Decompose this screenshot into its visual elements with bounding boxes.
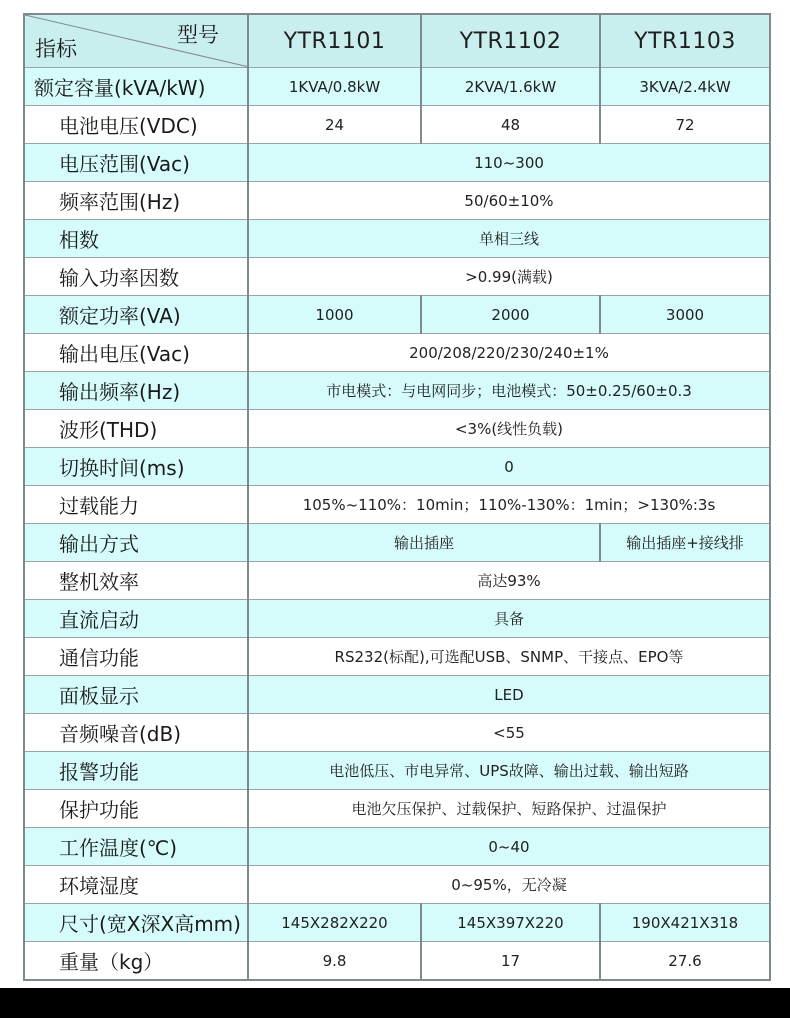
spec-value: 145X282X220	[248, 904, 421, 942]
spec-value: LED	[248, 676, 770, 714]
spec-label: 尺寸(宽X深X高mm)	[59, 912, 241, 936]
spec-value: 27.6	[600, 942, 770, 981]
spec-row	[24, 714, 770, 752]
index-label: 指标	[35, 37, 77, 61]
spec-value: 1KVA/0.8kW	[248, 68, 421, 106]
spec-label-cell	[24, 182, 248, 220]
spec-value: RS232(标配),可选配USB、SNMP、干接点、EPO等	[248, 638, 770, 676]
spec-label-cell	[24, 714, 248, 752]
spec-row	[24, 220, 770, 258]
spec-value: 17	[421, 942, 600, 981]
spec-row	[24, 942, 770, 981]
spec-row	[24, 296, 770, 334]
spec-label-cell	[24, 676, 248, 714]
model-label: 型号	[177, 23, 219, 47]
model-header-3: YTR1103	[600, 14, 770, 68]
spec-row	[24, 524, 770, 562]
spec-label: 输入功率因数	[59, 266, 179, 290]
spec-label: 整机效率	[59, 570, 139, 594]
spec-value: <55	[248, 714, 770, 752]
spec-label: 重量（kg）	[59, 950, 164, 974]
spec-label: 直流启动	[59, 608, 139, 632]
header-row	[24, 14, 770, 68]
spec-value: 72	[600, 106, 770, 144]
spec-value: 0~40	[248, 828, 770, 866]
spec-label-cell	[24, 296, 248, 334]
spec-row	[24, 904, 770, 942]
spec-label: 电池电压(VDC)	[59, 114, 198, 138]
spec-value: 2000	[421, 296, 600, 334]
spec-row	[24, 562, 770, 600]
spec-value: 市电模式：与电网同步；电池模式：50±0.25/60±0.3	[248, 372, 770, 410]
spec-value: 2KVA/1.6kW	[421, 68, 600, 106]
spec-label-cell	[24, 790, 248, 828]
spec-label: 额定功率(VA)	[59, 304, 181, 328]
spec-value: 电池欠压保护、过载保护、短路保护、过温保护	[248, 790, 770, 828]
spec-row	[24, 448, 770, 486]
spec-table	[23, 13, 771, 981]
bottom-black-bar	[0, 988, 790, 1018]
spec-label-cell	[24, 486, 248, 524]
spec-label-cell	[24, 752, 248, 790]
spec-label-cell	[24, 904, 248, 942]
spec-value: 9.8	[248, 942, 421, 981]
spec-value: 输出插座	[248, 524, 600, 562]
spec-row	[24, 752, 770, 790]
spec-row	[24, 334, 770, 372]
spec-row	[24, 258, 770, 296]
spec-label: 相数	[59, 228, 99, 252]
model-header-1: YTR1101	[248, 14, 421, 68]
spec-label-cell	[24, 866, 248, 904]
spec-value: 0~95%，无冷凝	[248, 866, 770, 904]
spec-label: 频率范围(Hz)	[59, 190, 181, 214]
spec-label: 环境湿度	[59, 874, 139, 898]
spec-value: 145X397X220	[421, 904, 600, 942]
spec-value: 电池低压、市电异常、UPS故障、输出过载、输出短路	[248, 752, 770, 790]
spec-label-cell	[24, 638, 248, 676]
spec-label-cell	[24, 410, 248, 448]
spec-value: 3KVA/2.4kW	[600, 68, 770, 106]
spec-row	[24, 866, 770, 904]
spec-label: 波形(THD)	[59, 418, 158, 442]
spec-value: <3%(线性负载)	[248, 410, 770, 448]
spec-value: 输出插座+接线排	[600, 524, 770, 562]
spec-row	[24, 144, 770, 182]
spec-label: 电压范围(Vac)	[59, 152, 190, 176]
spec-label-cell	[24, 334, 248, 372]
spec-value: 48	[421, 106, 600, 144]
spec-label-cell	[24, 448, 248, 486]
spec-label: 工作温度(℃)	[59, 836, 178, 860]
spec-label-cell	[24, 828, 248, 866]
spec-value: 24	[248, 106, 421, 144]
spec-label: 音频噪音(dB)	[59, 722, 182, 746]
spec-label: 保护功能	[59, 798, 139, 822]
spec-value: 高达93%	[248, 562, 770, 600]
spec-value: 单相三线	[248, 220, 770, 258]
spec-value: 110~300	[248, 144, 770, 182]
spec-row	[24, 410, 770, 448]
spec-label-cell	[24, 106, 248, 144]
spec-label-cell	[24, 600, 248, 638]
spec-value: 190X421X318	[600, 904, 770, 942]
spec-label: 过载能力	[59, 494, 139, 518]
spec-row	[24, 638, 770, 676]
spec-row	[24, 68, 770, 106]
spec-label-cell	[24, 220, 248, 258]
spec-label: 切换时间(ms)	[59, 456, 185, 480]
spec-label-cell	[24, 144, 248, 182]
spec-label: 额定容量(kVA/kW)	[34, 76, 206, 100]
spec-value: 200/208/220/230/240±1%	[248, 334, 770, 372]
spec-label: 输出频率(Hz)	[59, 380, 181, 404]
spec-row	[24, 106, 770, 144]
spec-label-cell	[24, 942, 248, 981]
spec-value: 具备	[248, 600, 770, 638]
spec-label: 输出电压(Vac)	[59, 342, 190, 366]
spec-label-cell	[24, 258, 248, 296]
spec-label-cell	[24, 372, 248, 410]
spec-row	[24, 486, 770, 524]
header-corner-cell	[24, 14, 248, 68]
spec-value: >0.99(满载)	[248, 258, 770, 296]
spec-row	[24, 676, 770, 714]
spec-label-cell	[24, 562, 248, 600]
spec-row	[24, 600, 770, 638]
spec-label: 输出方式	[59, 532, 139, 556]
spec-value: 105%~110%：10min；110%-130%：1min；>130%:3s	[248, 486, 770, 524]
spec-value: 0	[248, 448, 770, 486]
spec-value: 3000	[600, 296, 770, 334]
spec-label: 面板显示	[59, 684, 139, 708]
spec-value: 50/60±10%	[248, 182, 770, 220]
spec-row	[24, 372, 770, 410]
spec-row	[24, 790, 770, 828]
spec-label: 通信功能	[59, 646, 139, 670]
spec-row	[24, 828, 770, 866]
spec-label-cell	[24, 524, 248, 562]
spec-row	[24, 182, 770, 220]
spec-label: 报警功能	[59, 760, 139, 784]
spec-label-cell	[24, 68, 248, 106]
model-header-2: YTR1102	[421, 14, 600, 68]
spec-value: 1000	[248, 296, 421, 334]
